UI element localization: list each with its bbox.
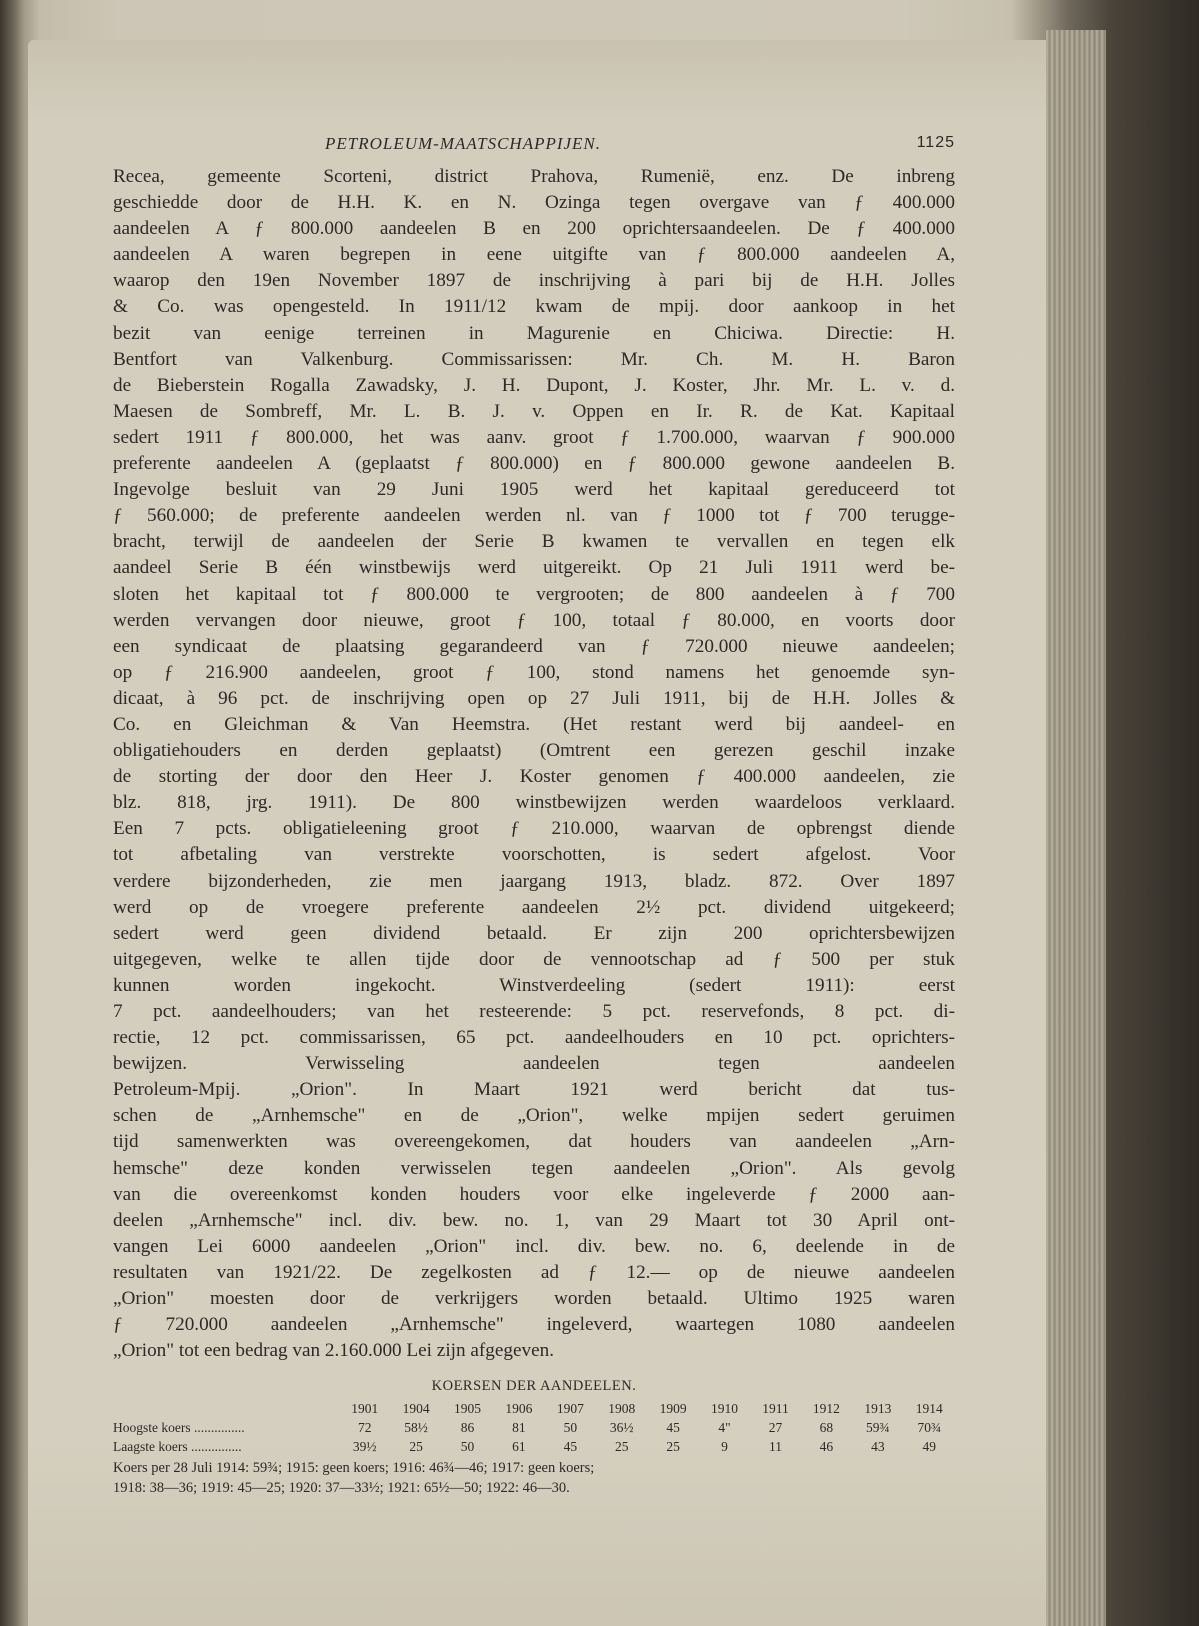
text-line: van die overeenkomst konden houders voor elke ingeleverde ƒ 2000 aan-: [113, 1183, 955, 1205]
text-line: hemsche" deze konden verwisselen tegen aandeelen „Orion". Als gevolg: [113, 1157, 955, 1179]
text-line: sedert werd geen dividend betaald. Er zijn 200 oprichtersbewijzen: [113, 922, 955, 944]
price-cell: 50: [460, 1439, 475, 1455]
price-cell: 45: [666, 1420, 680, 1436]
text-line: sedert 1911 ƒ 800.000, het was aanv. groot ƒ 1.700.000, waarvan ƒ 900.000: [113, 426, 955, 448]
text-line: werden vervangen door nieuwe, groot ƒ 100, totaal ƒ 80.000, en voorts door: [113, 609, 955, 631]
price-cell: 45: [563, 1439, 578, 1455]
year-header: 1912: [812, 1401, 840, 1417]
text-line: een syndicaat de plaatsing gegarandeerd van ƒ 720.000 nieuwe aandeelen;: [113, 635, 955, 657]
text-line: resultaten van 1921/22. De zegelkosten ad ƒ 12.— op de nieuwe aandeelen: [113, 1261, 955, 1283]
text-line: rectie, 12 pct. commissarissen, 65 pct. aandeelhouders en 10 pct. oprichters-: [113, 1027, 955, 1049]
year-header: 1908: [608, 1401, 636, 1417]
text-line: preferente aandeelen A (geplaatst ƒ 800.000) en ƒ 800.000 gewone aandeelen B.: [113, 453, 955, 475]
text-line: tijd samenwerkten was overeengekomen, dat houders van aandeelen „Arn-: [113, 1131, 955, 1153]
price-cell: 61: [512, 1439, 526, 1455]
text-line: ƒ 720.000 aandeelen „Arnhemsche" ingeleverd, waartegen 1080 aandeelen: [113, 1314, 955, 1336]
price-cell: 50: [563, 1420, 578, 1436]
table-row: [113, 1418, 955, 1437]
text-line: tot afbetaling van verstrekte voorschotten, is sedert afgelost. Voor: [113, 844, 955, 866]
price-cell: 46: [819, 1439, 834, 1455]
text-line: Maesen de Sombreff, Mr. L. B. J. v. Oppen en Ir. R. de Kat. Kapitaal: [113, 400, 955, 422]
text-line: aandeelen A waren begrepen in eene uitgifte van ƒ 800.000 aandeelen A,: [113, 244, 955, 266]
price-cell: 39½: [352, 1439, 377, 1455]
footnote-line: Koers per 28 Juli 1914: 59¾; 1915: geen koers; 1916: 46¾—46; 1917: geen koers;: [113, 1460, 595, 1477]
body-text: [113, 164, 955, 1364]
text-line: Bentfort van Valkenburg. Commissarissen: Mr. Ch. M. H. Baron: [113, 348, 955, 370]
price-cell: 43: [871, 1439, 885, 1455]
price-cell: 27: [768, 1420, 783, 1436]
price-cell: 36½: [609, 1420, 634, 1436]
text-line: aandeel Serie B één winstbewijs werd uitgereikt. Op 21 Juli 1911 werd be-: [113, 557, 955, 579]
text-line: „Orion" moesten door de verkrijgers worden betaald. Ultimo 1925 waren: [113, 1288, 955, 1310]
text-line: ƒ 560.000; de preferente aandeelen werden nl. van ƒ 1000 tot ƒ 700 terugge-: [113, 505, 955, 527]
footnote-line: 1918: 38—36; 1919: 45—25; 1920: 37—33½; 1921: 65½—50; 1922: 46—30.: [113, 1480, 570, 1497]
price-cell: 4": [718, 1420, 731, 1436]
text-line: uitgegeven, welke te allen tijde door de vennootschap ad ƒ 500 per stuk: [113, 948, 955, 970]
price-cell: 49: [922, 1439, 936, 1455]
text-line: werd op de vroegere preferente aandeelen 2½ pct. dividend uitgekeerd;: [113, 896, 955, 918]
price-cell: 59¾: [866, 1420, 890, 1436]
year-header: 1901: [351, 1401, 379, 1417]
text-line: bewijzen. Verwisseling aandeelen tegen aandeelen: [113, 1053, 955, 1075]
text-line: Petroleum-Mpij. „Orion". In Maart 1921 werd bericht dat tus-: [113, 1079, 955, 1101]
text-line: aandeelen A ƒ 800.000 aandeelen B en 200 oprichtersaandeelen. De ƒ 400.000: [113, 218, 955, 240]
text-line: op ƒ 216.900 aandeelen, groot ƒ 100, stond namens het genoemde syn-: [113, 661, 955, 683]
text-line: Een 7 pcts. obligatieleening groot ƒ 210.000, waarvan de opbrengst diende: [113, 818, 955, 840]
page-edges: [1046, 30, 1106, 1626]
text-line: Recea, gemeente Scorteni, district Prahova, Rumenië, enz. De inbreng: [113, 166, 955, 187]
year-header: 1910: [711, 1401, 739, 1417]
year-header: 1914: [915, 1401, 943, 1417]
text-line: bezit van eenige terreinen in Magurenie en Chiciwa. Directie: H.: [113, 322, 955, 344]
row-label: Hoogste koers ...............: [113, 1420, 245, 1436]
page-header: [113, 134, 955, 164]
price-footnote: [113, 1458, 955, 1498]
text-line: vangen Lei 6000 aandeelen „Orion" incl. div. bew. no. 6, deelende in de: [113, 1235, 955, 1257]
text-line: Co. en Gleichman & Van Heemstra. (Het restant werd bij aandeel- en: [113, 713, 955, 735]
price-cell: 86: [460, 1420, 475, 1436]
text-line: verdere bijzonderheden, zie men jaargang 1913, bladz. 872. Over 1897: [113, 870, 955, 892]
year-header: 1904: [402, 1401, 430, 1417]
text-line: & Co. was opengesteld. In 1911/12 kwam de mpij. door aankoop in het: [113, 296, 955, 318]
price-cell: 68: [819, 1420, 834, 1436]
text-line: dicaat, à 96 pct. de inschrijving open op 27 Juli 1911, bij de H.H. Jolles &: [113, 687, 955, 709]
price-table-header: [113, 1399, 955, 1418]
text-line: kunnen worden ingekocht. Winstverdeeling (sedert 1911): eerst: [113, 974, 955, 996]
price-cell: 11: [768, 1439, 782, 1455]
text-line: de Bieberstein Rogalla Zawadsky, J. H. Dupont, J. Koster, Jhr. Mr. L. v. d.: [113, 374, 955, 396]
price-cell: 72: [357, 1420, 372, 1436]
year-header: 1911: [762, 1401, 789, 1417]
text-line: „Orion" tot een bedrag van 2.160.000 Lei zijn afgegeven.: [113, 1340, 554, 1362]
text-line: bracht, terwijl de aandeelen der Serie B kwamen te vervallen en tegen elk: [113, 531, 955, 553]
price-cell: 9: [721, 1439, 728, 1455]
text-line: deelen „Arnhemsche" incl. div. bew. no. 1, van 29 Maart tot 30 April ont-: [113, 1209, 955, 1231]
text-line: de storting der door den Heer J. Koster genomen ƒ 400.000 aandeelen, zie: [113, 766, 955, 788]
page-number: 1125: [916, 134, 955, 151]
text-line: blz. 818, jrg. 1911). De 800 winstbewijzen werden waardeloos verklaard.: [113, 792, 955, 814]
price-cell: 25: [614, 1439, 629, 1455]
year-header: 1906: [505, 1401, 533, 1417]
text-line: Ingevolge besluit van 29 Juni 1905 werd het kapitaal gereduceerd tot: [113, 479, 955, 501]
table-row: [113, 1437, 955, 1456]
text-line: waarop den 19en November 1897 de inschrijving à pari bij de H.H. Jolles: [113, 270, 955, 292]
price-table-corner: [113, 1399, 339, 1418]
price-section: [113, 1378, 955, 1498]
price-cell: 25: [666, 1439, 680, 1455]
price-section-title: KOERSEN DER AANDEELEN.: [431, 1378, 637, 1395]
text-line: 7 pct. aandeelhouders; van het resteerende: 5 pct. reservefonds, 8 pct. di-: [113, 1001, 955, 1022]
price-cell: 25: [409, 1439, 423, 1455]
year-header: 1909: [659, 1401, 687, 1417]
price-cell: 70¾: [917, 1420, 942, 1436]
price-table: [113, 1399, 955, 1456]
text-line: schen de „Arnhemsche" en de „Orion", welke mpijen sedert geruimen: [113, 1105, 955, 1127]
price-cell: 81: [512, 1420, 526, 1436]
row-label: Laagste koers ...............: [113, 1439, 242, 1455]
text-line: obligatiehouders en derden geplaatst) (Omtrent een gerezen geschil inzake: [113, 740, 955, 762]
text-line: geschiedde door de H.H. K. en N. Ozinga tegen overgave van ƒ 400.000: [113, 192, 955, 214]
text-line: sloten het kapitaal tot ƒ 800.000 te vergrooten; de 800 aandeelen à ƒ 700: [113, 583, 955, 605]
year-header: 1905: [454, 1401, 482, 1417]
page-content: [113, 134, 955, 1498]
year-header: 1907: [556, 1401, 584, 1417]
running-title: PETROLEUM-MAATSCHAPPIJEN.: [325, 134, 602, 153]
price-cell: 58½: [404, 1420, 428, 1436]
year-header: 1913: [864, 1401, 892, 1417]
